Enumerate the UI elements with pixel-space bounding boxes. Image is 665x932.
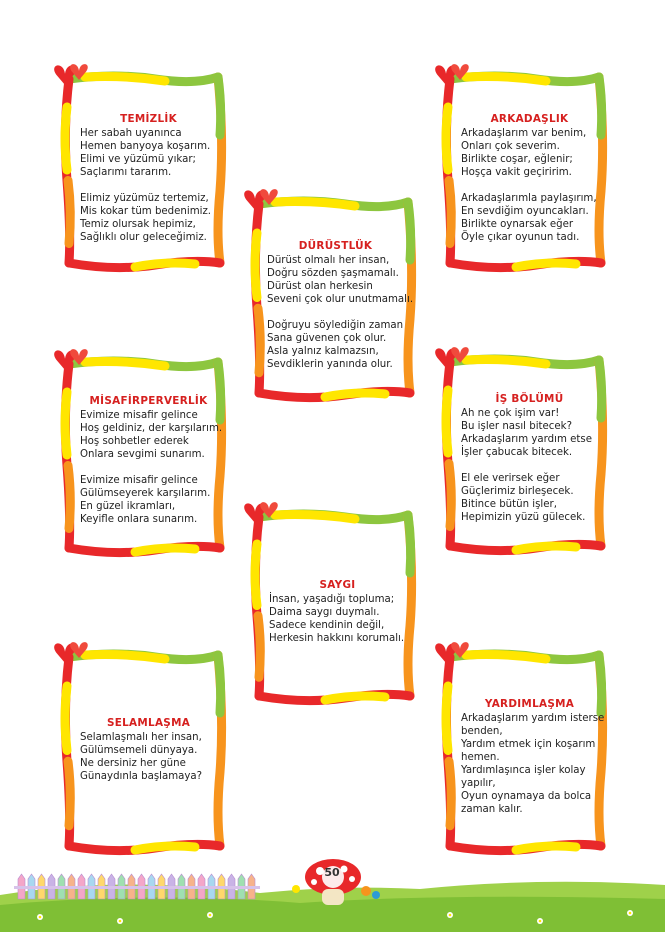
poem-card-arkadaslik (436, 65, 611, 275)
poem-line: Arkadaşlarımla paylaşırım, (461, 193, 597, 204)
poem-line: Temiz olursak hepimiz, (80, 219, 196, 230)
poem-title: DÜRÜSTLÜK (298, 240, 373, 252)
page-number: 50 (324, 866, 340, 879)
poem-line: El ele verirsek eğer (461, 473, 560, 484)
poem-content (267, 240, 414, 371)
poem-line: Hoş geldiniz, der karşılarım. (80, 423, 223, 434)
poem-stanza (461, 127, 598, 179)
poem-stanza (80, 731, 217, 783)
poem-line: Yardım etmek için koşarım (461, 739, 596, 750)
poem-line: zaman kalır. (461, 804, 523, 815)
poem-stanza (80, 127, 217, 179)
poem-line: En güzel ikramları, (80, 501, 176, 512)
poem-stanza (80, 409, 223, 461)
poem-line: Saçlarımı tararım. (80, 167, 172, 178)
poem-line: Onlara sevgimi sunarım. (80, 449, 205, 460)
poem-card-selamlasma (55, 643, 230, 858)
poem-line: Mis kokar tüm bedenimiz. (80, 206, 212, 217)
poem-content (461, 698, 605, 816)
poem-line: Hepimizin yüzü gülecek. (461, 512, 586, 523)
poem-title: SAYGI (319, 579, 356, 591)
poem-line: Ah ne çok işim var! (461, 408, 560, 419)
poem-line: Asla yalnız kalmazsın, (267, 346, 379, 357)
poem-line: Her sabah uyanınca (80, 128, 182, 139)
poem-line: Bitince bütün işler, (461, 499, 557, 510)
poem-title: İŞ BÖLÜMÜ (495, 393, 564, 405)
poem-stanza (269, 593, 406, 645)
poem-content (461, 113, 598, 244)
poem-line: Daima saygı duymalı. (269, 607, 380, 618)
poem-title: YARDIMLAŞMA (484, 698, 575, 710)
poem-line: Doğru sözden şaşmamalı. (267, 268, 399, 279)
poem-line: Hoş sohbetler ederek (80, 436, 189, 447)
poem-line: Sevdiklerin yanında olur. (267, 359, 393, 370)
poem-line: Bu işler nasıl bitecek? (461, 421, 572, 432)
poem-line: Yardımlaşınca işler kolay (461, 765, 586, 776)
poem-card-durustluk (245, 190, 420, 405)
poem-stanza (461, 407, 598, 459)
poem-card-saygi (245, 503, 420, 708)
poem-line: Birlikte coşar, eğlenir; (461, 154, 573, 165)
poem-line: Arkadaşlarım var benim, (461, 128, 587, 139)
poem-line: Arkadaşlarım yardım etse (461, 434, 592, 445)
poem-content (269, 579, 406, 645)
poem-line: Elimiz yüzümüz tertemiz, (80, 193, 209, 204)
poem-title: MİSAFİRPERVERLİK (89, 395, 208, 407)
poem-line: Elimi ve yüzümü yıkar; (80, 154, 196, 165)
poem-title: TEMİZLİK (120, 113, 177, 125)
poem-stanza (80, 474, 217, 526)
poem-line: benden, (461, 726, 503, 737)
poem-line: Onları çok severim. (461, 141, 560, 152)
poem-line: Keyifle onlara sunarım. (80, 514, 198, 525)
poem-line: Arkadaşlarım yardım isterse (461, 713, 605, 724)
poem-line: Sana güvenen çok olur. (267, 333, 387, 344)
poem-card-yardimlasma (436, 643, 611, 858)
poem-stanza (267, 319, 404, 371)
poem-card-temizlik (55, 65, 230, 275)
poem-line: Gülümsemeli dünyaya. (80, 745, 198, 756)
poem-title: SELAMLAŞMA (106, 717, 191, 729)
poem-content (461, 393, 598, 524)
poem-line: İşler çabucak bitecek. (461, 447, 573, 458)
poem-title: ARKADAŞLIK (490, 113, 569, 125)
poem-card-is-bolumu (436, 348, 611, 558)
poem-stanza (461, 712, 605, 816)
poem-line: Evimize misafir gelince (80, 410, 198, 421)
poem-line: Seveni çok olur unutmamalı. (267, 294, 414, 305)
poem-line: Gülümseyerek karşılarım. (80, 488, 211, 499)
poem-line: yapılır, (461, 778, 496, 789)
poem-line: Dürüst olan herkesin (267, 281, 373, 292)
poem-line: Hoşça vakit geçiririm. (461, 167, 572, 178)
poem-content (80, 113, 217, 244)
poem-line: Öyle çıkar oyunun tadı. (461, 232, 580, 243)
poem-stanza (461, 192, 598, 244)
poem-card-misafirperverlik (55, 350, 230, 560)
poem-stanza (80, 192, 217, 244)
poem-line: Dürüst olmalı her insan, (267, 255, 390, 266)
poem-line: Doğruyu söylediğin zaman (267, 320, 404, 331)
poem-line: Selamlaşmalı her insan, (80, 732, 202, 743)
poem-line: Oyun oynamaya da bolca (461, 791, 592, 802)
poem-line: Evimize misafir gelince (80, 475, 198, 486)
poem-line: Birlikte oynarsak eğer (461, 219, 574, 230)
poem-line: İnsan, yaşadığı topluma; (269, 594, 395, 605)
poem-line: Hemen banyoya koşarım. (80, 141, 211, 152)
poem-content (80, 717, 217, 783)
poem-line: Günaydınla başlamaya? (80, 771, 203, 782)
poem-line: Sadece kendinin değil, (269, 620, 385, 631)
poem-content (80, 395, 223, 526)
poem-stanza (267, 254, 414, 306)
poem-line: En sevdiğim oyuncakları. (461, 206, 589, 217)
poem-stanza (461, 472, 598, 524)
poem-line: hemen. (461, 752, 500, 763)
poem-line: Herkesin hakkını korumalı. (269, 633, 405, 644)
poem-line: Güçlerimiz birleşecek. (461, 486, 574, 497)
poem-line: Ne dersiniz her güne (80, 758, 186, 769)
poem-line: Sağlıklı olur geleceğimiz. (80, 232, 207, 243)
